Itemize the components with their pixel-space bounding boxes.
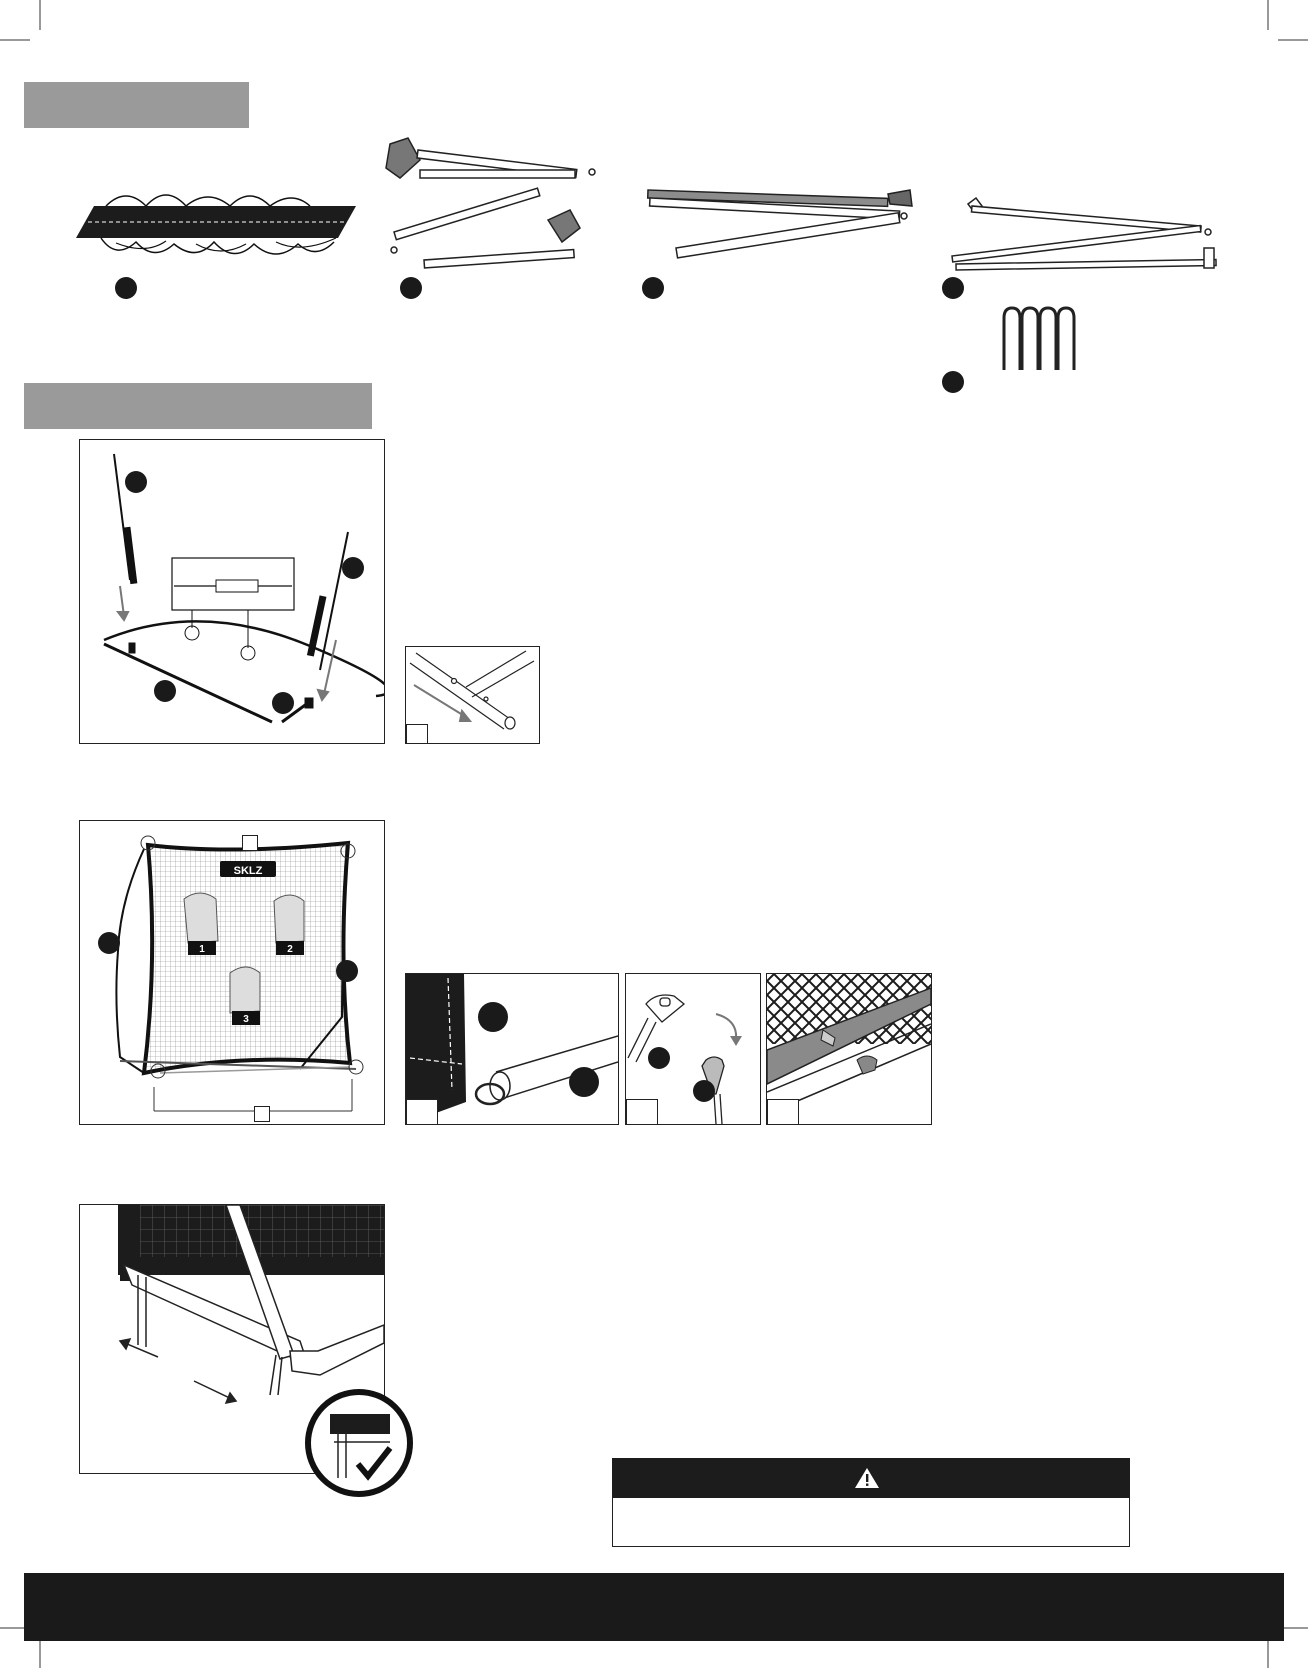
- step2-detail-a-bullet-1: [478, 1002, 508, 1032]
- step1-detail-figure: [405, 646, 540, 744]
- step2-detail-b-bullet: [648, 1047, 670, 1069]
- part-bullet-4: [942, 277, 964, 299]
- part-side-pole-illustration: [646, 182, 918, 272]
- warning-triangle-icon: [854, 1467, 880, 1489]
- step3-correct-detail-icon: [304, 1388, 414, 1498]
- target-label-3: 3: [243, 1014, 249, 1025]
- step2-tag-top: [242, 835, 258, 851]
- step2-detail-c-tag: [767, 1099, 799, 1125]
- part-top-frame-illustration: [380, 130, 600, 275]
- part-bullet-1: [115, 277, 137, 299]
- step1-bullet-1: [125, 471, 147, 493]
- step2-bullet-right: [336, 960, 358, 982]
- part-bullet-2: [400, 277, 422, 299]
- target-label-1: 1: [199, 944, 205, 955]
- step2-detail-a: [405, 973, 619, 1125]
- step2-detail-c: [766, 973, 932, 1125]
- step1-bullet-2: [342, 557, 364, 579]
- step2-figure: [79, 820, 385, 1125]
- section-header-assembly: [24, 383, 372, 429]
- step2-detail-b: [625, 973, 761, 1125]
- step2-bullet-left: [98, 932, 120, 954]
- step2-detail-a-tag: [406, 1099, 438, 1125]
- part-stakes-illustration: [1000, 306, 1076, 372]
- step1-bullet-3: [154, 680, 176, 702]
- part-bullet-3: [642, 277, 664, 299]
- part-net-illustration: [76, 188, 366, 268]
- part-bottom-frame-illustration: [948, 196, 1224, 276]
- warning-body: [612, 1498, 1130, 1547]
- section-header-parts: [24, 82, 249, 128]
- step1-bullet-4: [272, 692, 294, 714]
- part-bullet-5: [942, 371, 964, 393]
- step2-detail-b-bullet-2: [693, 1080, 715, 1102]
- step2-detail-b-tag: [626, 1099, 658, 1125]
- footer-bar: [24, 1573, 1284, 1641]
- step2-tag-bottom: [254, 1106, 270, 1122]
- step1-figure: [79, 439, 385, 744]
- step2-detail-a-bullet-2: [569, 1067, 599, 1097]
- target-label-2: 2: [287, 944, 293, 955]
- warning-header: [612, 1458, 1130, 1498]
- step1-detail-tag: [406, 724, 428, 744]
- net-logo: SKLZ: [233, 865, 263, 877]
